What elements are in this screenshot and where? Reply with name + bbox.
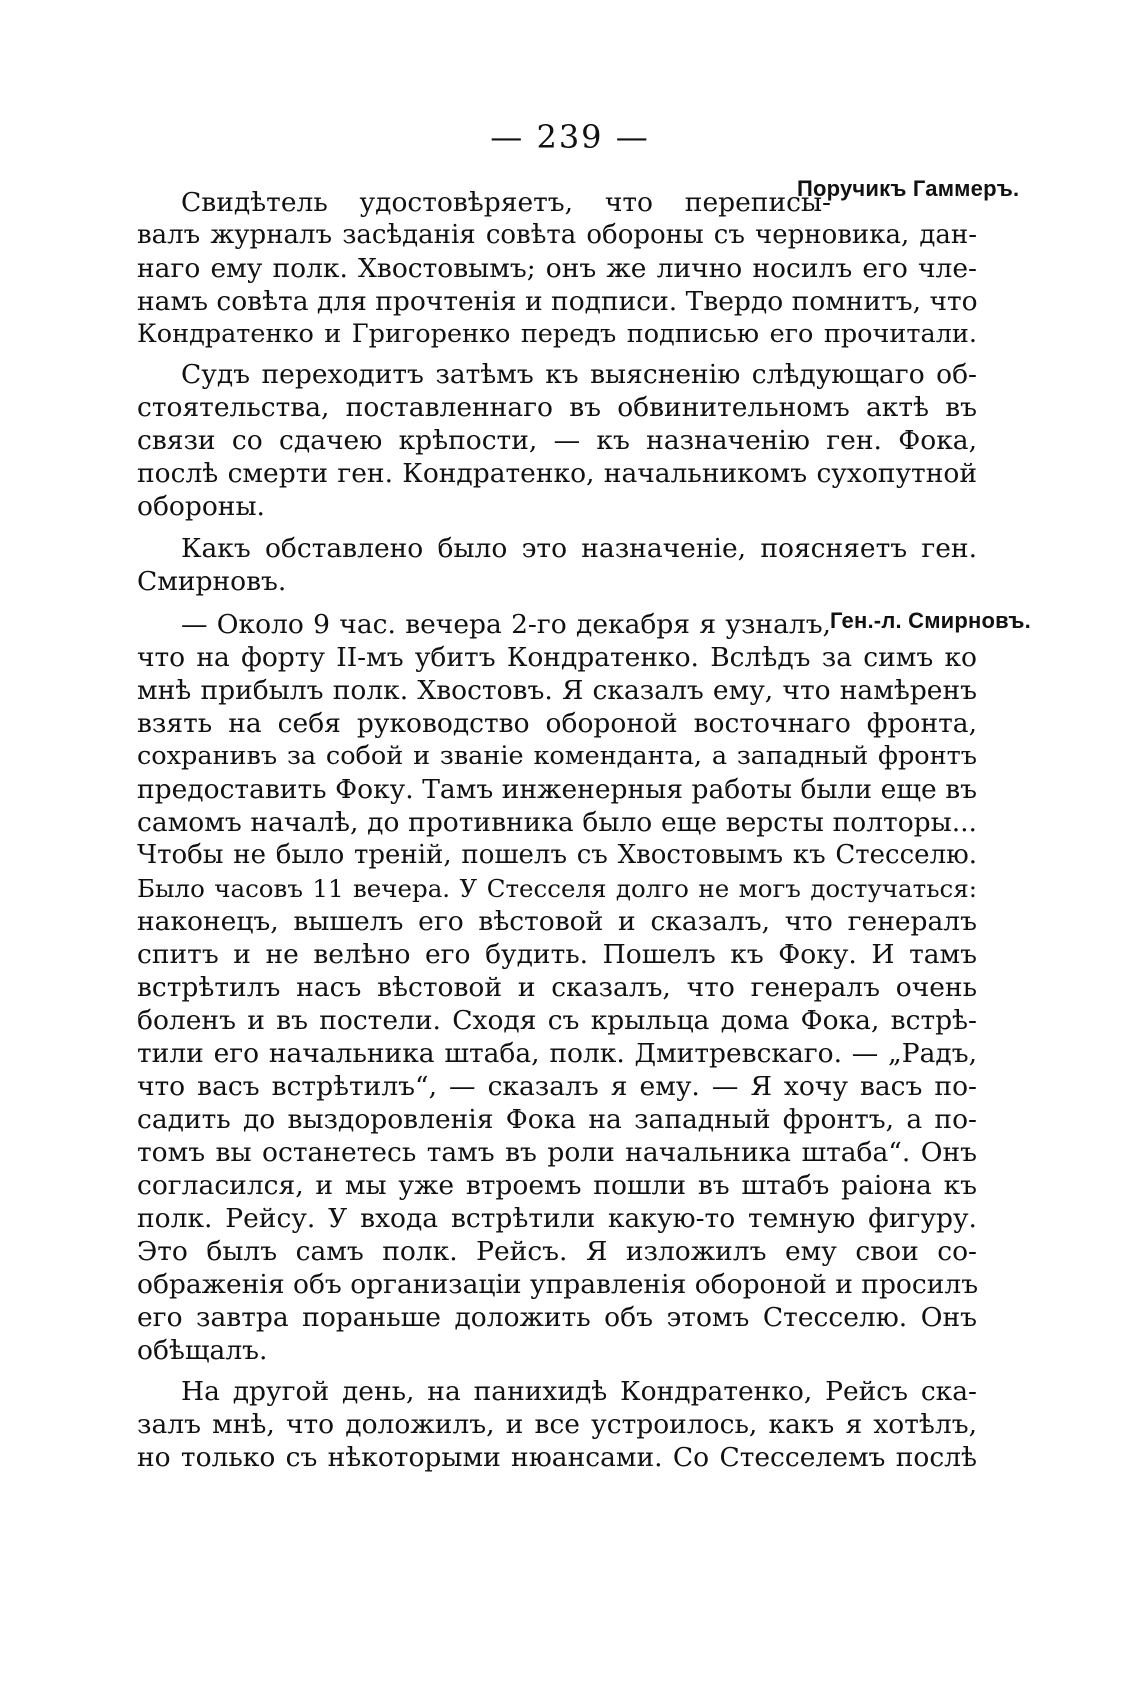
text-line: обѣщалъ. bbox=[137, 1335, 268, 1366]
text-line: спитъ и не велѣно его будить. Пошелъ къ Фоку. И тамъ bbox=[137, 939, 977, 970]
text-line: Какъ обставлено было это назначеніе, поясняетъ ген. bbox=[181, 533, 977, 564]
text-line: Свидѣтель удостовѣряетъ, что переписы- bbox=[181, 187, 831, 218]
text-line: Это былъ самъ полк. Рейсъ. Я изложилъ ему свои со- bbox=[137, 1236, 977, 1267]
text-line: тили его начальника штаба, полк. Дмитревскаго. — „Радъ, bbox=[137, 1038, 977, 1069]
side-note-gammer: Поручикъ Гаммеръ. bbox=[797, 176, 1020, 201]
paragraph-5 bbox=[137, 1375, 977, 1474]
text-line: садить до выздоровленія Фока на западный фронтъ, а по- bbox=[137, 1104, 977, 1135]
text-line: томъ вы останетесь тамъ въ роли начальника штаба“. Онъ bbox=[137, 1137, 977, 1168]
text-line: что васъ встрѣтилъ“, — сказалъ я ему. — Я хочу васъ по- bbox=[137, 1071, 977, 1102]
text-line: послѣ смерти ген. Кондратенко, начальникомъ сухопутной bbox=[137, 458, 977, 489]
text-line: самомъ началѣ, до противника было еще версты полторы... bbox=[137, 807, 977, 838]
text-line: намъ совѣта для прочтенія и подписи. Твердо помнитъ, что bbox=[137, 286, 978, 317]
text-line: что на форту II-мъ убитъ Кондратенко. Вслѣдъ за симъ ко bbox=[137, 642, 977, 673]
paragraph-1 bbox=[137, 186, 977, 351]
text-line: наконецъ, вышелъ его вѣстовой и сказалъ, что генералъ bbox=[137, 906, 977, 937]
paragraph-4 bbox=[137, 608, 977, 1367]
text-line: Кондратенко и Григоренко передъ подписью его прочитали. bbox=[137, 319, 977, 349]
text-line: мнѣ прибылъ полк. Хвостовъ. Я сказалъ ему, что намѣренъ bbox=[137, 675, 977, 706]
page-number: — 239 — bbox=[490, 118, 650, 156]
text-line: но только съ нѣкоторыми нюансами. Со Стесселемъ послѣ bbox=[137, 1442, 977, 1473]
text-line: стоятельства, поставленнаго въ обвинительномъ актѣ въ bbox=[137, 392, 977, 423]
text-line: валъ журналъ засѣданія совѣта обороны съ черновика, дан- bbox=[137, 220, 977, 250]
text-line: наго ему полк. Хвостовымъ; онъ же лично носилъ его чле- bbox=[137, 253, 977, 284]
text-line: — Около 9 час. вечера 2-го декабря я узналъ, bbox=[181, 609, 831, 640]
text-line: взять на себя руководство обороной восточнаго фронта, bbox=[137, 708, 977, 739]
text-line: боленъ и въ постели. Сходя съ крыльца дома Фока, встрѣ- bbox=[137, 1005, 977, 1036]
text-line: полк. Рейсу. У входа встрѣтили какую-то темную фигуру. bbox=[137, 1203, 977, 1234]
paragraph-2 bbox=[137, 358, 977, 523]
text-line: сохранивъ за собой и званіе коменданта, а западный фронтъ bbox=[137, 741, 977, 771]
text-line: встрѣтилъ насъ вѣстовой и сказалъ, что генералъ очень bbox=[137, 972, 977, 1003]
text-line: На другой день, на панихидѣ Кондратенко, Рейсъ ска- bbox=[181, 1376, 977, 1407]
text-line: Судъ переходитъ затѣмъ къ выясненію слѣдующаго об- bbox=[181, 359, 977, 390]
text-line: обороны. bbox=[137, 491, 265, 522]
text-line: Чтобы не было треній, пошелъ съ Хвостовымъ къ Стесселю. bbox=[137, 840, 977, 870]
text-line: связи со сдачею крѣпости, — къ назначенію ген. Фока, bbox=[137, 425, 977, 456]
paragraph-3 bbox=[137, 532, 977, 598]
text-line: согласился, и мы уже втроемъ пошли въ штабъ раіона къ bbox=[137, 1170, 977, 1201]
text-line: ображенія объ организаціи управленія обороной и просилъ bbox=[137, 1269, 979, 1300]
text-line: его завтра пораньше доложить объ этомъ Стесселю. Онъ bbox=[137, 1302, 977, 1333]
text-line: предоставить Фоку. Тамъ инженерныя работы были еще въ bbox=[137, 774, 977, 805]
text-line: залъ мнѣ, что доложилъ, и все устроилось, какъ я хотѣлъ, bbox=[137, 1409, 977, 1440]
text-line: Было часовъ 11 вечера. У Стесселя долго не могъ достучаться: bbox=[137, 874, 977, 903]
text-line: Смирновъ. bbox=[137, 566, 287, 597]
side-note-smirnov: Ген.-л. Смирновъ. bbox=[830, 608, 1031, 633]
